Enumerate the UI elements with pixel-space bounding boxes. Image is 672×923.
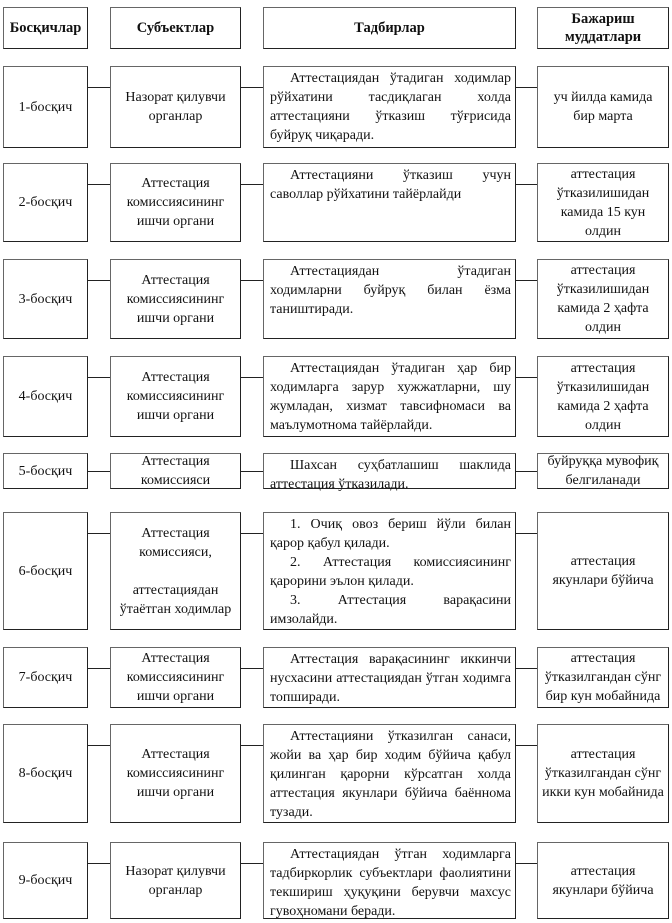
deadline-label: аттестация якунлари бўйича xyxy=(552,863,654,898)
action-text: Аттестация варақасининг иккинчи нусхасини аттестациядан ўтган ходимга топширади. xyxy=(270,652,511,705)
stage-label: 5-босқич xyxy=(18,463,73,479)
stage-label: 1-босқич xyxy=(18,99,73,115)
subject-label: Аттестация комиссиясининг ишчи органи xyxy=(126,176,225,229)
action-text: Аттестациядан ўтадиган ходимларни буйруқ билан ёзма таништиради. xyxy=(270,264,511,317)
subject-box xyxy=(110,647,241,708)
stage-label: 6-босқич xyxy=(18,563,73,579)
action-text: 1. Очиқ овоз бериш йўли билан қарор қабул қилади. xyxy=(270,517,511,551)
action-text: Аттестацияни ўтказиш учун саволлар рўйхатини тайёрлайди xyxy=(270,168,511,202)
stage-label: 4-босқич xyxy=(18,389,73,404)
stage-box xyxy=(3,724,88,823)
deadline-box xyxy=(537,842,669,919)
action-text: 3. Аттестация варақасини имзолайди. xyxy=(270,593,511,627)
connector-line xyxy=(516,377,537,378)
stage-box xyxy=(3,259,88,339)
connector-line xyxy=(241,471,263,472)
actions-box xyxy=(263,259,516,339)
deadline-label: аттестация ўтказилгандан сўнг бир кун мобайнида xyxy=(544,651,662,704)
action-text: 2. Аттестация комиссиясининг қарорини эълон қилади. xyxy=(270,555,511,589)
subject-label: Аттестация комиссияси xyxy=(140,454,211,488)
connector-line xyxy=(241,668,263,669)
action-text: Аттестациядан ўтадиган ҳар бир ходимларга зарур хужжатларни, шу жумладан, хизмат тавсифномаси ва маълумотнома тайёрлайди. xyxy=(270,361,511,433)
connector-line xyxy=(241,863,263,864)
subject-label: Назорат қилувчи органлар xyxy=(125,863,226,898)
subject-label: Аттестация комиссиясининг ишчи органи xyxy=(126,747,225,800)
header-deadlines-label: Бажариш муддатлари xyxy=(564,11,642,45)
action-text: Аттестацияни ўтказилган санаси, жойи ва ҳар бир ходим бўйича қабул қилинган қарорни кўрсатган холда аттестация якунлари бўйича баённома тузади. xyxy=(270,729,511,820)
deadline-box xyxy=(537,724,669,823)
connector-line xyxy=(88,471,110,472)
connector-line xyxy=(88,668,110,669)
deadline-label: аттестация якунлари бўйича xyxy=(552,554,654,588)
deadline-label: уч йилда камида бир марта xyxy=(553,90,653,124)
connector-line xyxy=(241,745,263,746)
deadline-label: аттестация ўтказилишидан камида 15 кун олдин xyxy=(556,166,650,239)
deadline-label: аттестация ўтказилишидан камида 2 ҳафта олдин xyxy=(556,360,650,433)
connector-line xyxy=(241,87,263,88)
header-actions xyxy=(263,7,516,49)
deadline-box xyxy=(537,163,669,242)
actions-box xyxy=(263,647,516,708)
connector-line xyxy=(88,533,110,534)
stage-label: 2-босқич xyxy=(18,195,73,210)
subject-box xyxy=(110,163,241,242)
action-text: Шахсан суҳбатлашиш шаклида аттестация ўтказилади. xyxy=(270,458,511,492)
connector-line xyxy=(88,377,110,378)
header-deadlines xyxy=(537,7,669,49)
deadline-box xyxy=(537,356,669,437)
connector-line xyxy=(516,87,537,88)
connector-line xyxy=(241,184,263,185)
header-actions-label: Тадбирлар xyxy=(354,20,425,36)
connector-line xyxy=(516,863,537,864)
subject-label: Назорат қилувчи органлар xyxy=(125,90,226,124)
subject-box xyxy=(110,842,241,919)
subject-box xyxy=(110,512,241,630)
connector-line xyxy=(88,863,110,864)
stage-label: 7-босқич xyxy=(18,670,73,685)
stage-box xyxy=(3,453,88,489)
actions-box xyxy=(263,724,516,823)
stage-box xyxy=(3,66,88,148)
stage-label: 8-босқич xyxy=(18,766,73,781)
stage-label: 9-босқич xyxy=(18,873,73,888)
connector-line xyxy=(88,87,110,88)
subject-label: Аттестация комиссиясининг ишчи органи xyxy=(126,370,225,423)
deadline-label: буйруққа мувофиқ белгиланади xyxy=(547,454,659,488)
stage-box xyxy=(3,512,88,630)
subject-box xyxy=(110,259,241,339)
connector-line xyxy=(516,533,537,534)
header-subjects xyxy=(110,7,241,49)
actions-box xyxy=(263,453,516,492)
stage-box xyxy=(3,842,88,919)
connector-line xyxy=(241,377,263,378)
deadline-box xyxy=(537,259,669,339)
deadline-label: аттестация ўтказилгандан сўнг икки кун мобайнида xyxy=(542,747,664,800)
connector-line xyxy=(88,280,110,281)
deadline-box xyxy=(537,66,669,148)
deadline-box xyxy=(537,512,669,630)
connector-line xyxy=(516,668,537,669)
connector-line xyxy=(241,280,263,281)
connector-line xyxy=(516,471,537,472)
stage-box xyxy=(3,647,88,708)
actions-box xyxy=(263,163,516,242)
header-stages-label: Босқичлар xyxy=(9,20,82,36)
deadline-box xyxy=(537,453,669,489)
header-subjects-label: Субъектлар xyxy=(136,20,215,36)
subject-box xyxy=(110,356,241,437)
action-text: Аттестациядан ўтган ходимларга тадбиркорлик субъектлари фаолиятини текшириш ҳуқуқини берувчи махсус гувоҳномани беради. xyxy=(270,847,511,919)
actions-box xyxy=(263,842,516,919)
subject-label: Аттестация комиссиясининг ишчи органи xyxy=(126,272,225,326)
stage-box xyxy=(3,356,88,437)
header-stages xyxy=(3,7,88,49)
deadline-box xyxy=(537,647,669,708)
connector-line xyxy=(88,184,110,185)
subject-box xyxy=(110,453,241,489)
subject-label: Аттестация комиссиясининг ишчи органи xyxy=(126,651,225,704)
subject-box xyxy=(110,66,241,148)
connector-line xyxy=(516,280,537,281)
actions-box xyxy=(263,512,516,630)
actions-box xyxy=(263,66,516,148)
actions-box xyxy=(263,356,516,437)
deadline-label: аттестация ўтказилишидан камида 2 ҳафта олдин xyxy=(556,263,650,335)
connector-line xyxy=(516,184,537,185)
stage-label: 3-босқич xyxy=(18,291,73,307)
connector-line xyxy=(241,533,263,534)
connector-line xyxy=(88,745,110,746)
stage-box xyxy=(3,163,88,242)
subject-label: Аттестация комиссияси, аттестациядан ўтаётган ходимлар xyxy=(119,525,232,617)
connector-line xyxy=(516,745,537,746)
subject-box xyxy=(110,724,241,823)
action-text: Аттестациядан ўтадиган ходимлар рўйхатини тасдиқлаган холда аттестацияни ўтказиш тўғрисида буйруқ чиқаради. xyxy=(270,71,511,143)
